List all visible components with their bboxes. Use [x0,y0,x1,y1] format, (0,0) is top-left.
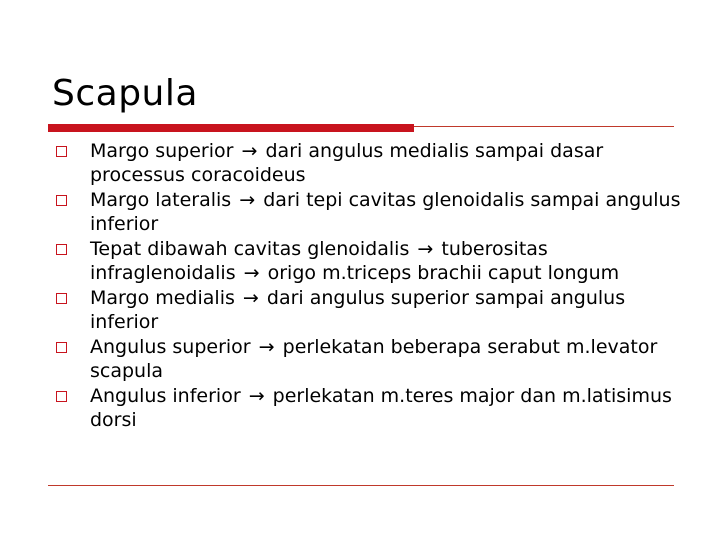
bullet-text-rest: origo m.triceps brachii caput longum [267,261,620,284]
bullet-text-lead: Tepat dibawah cavitas glenoidalis [90,238,410,260]
bullet-item [56,140,696,187]
right-arrow-icon: → [248,385,265,407]
bullet-text-rest: dari angulus medialis sampai dasar processus coracoideus [90,140,604,186]
bullet-text-rest: dari angulus superior sampai angulus inferior [90,287,626,333]
right-arrow-icon: → [243,261,260,284]
bullet-text-lead: Angulus inferior [90,385,241,407]
bullet-list [56,140,696,434]
footer-divider [48,485,674,486]
hollow-square-icon [56,146,67,157]
bullet-text-rest: perlekatan m.teres major dan m.latisimus dorsi [90,385,672,431]
bullet-text-lead: Angulus superior [90,336,251,358]
bullet-text-lead: Margo lateralis [90,189,232,211]
bullet-item [56,287,696,334]
bullet-text-lead: Margo medialis [90,287,235,309]
title-divider-accent [48,124,414,132]
hollow-square-icon [56,244,67,255]
right-arrow-icon: → [417,238,434,260]
bullet-item [56,385,696,432]
slide-title: Scapula [52,73,198,114]
bullet-item [56,189,696,236]
bullet-item [56,336,696,383]
right-arrow-icon: → [258,336,275,358]
hollow-square-icon [56,195,67,206]
bullet-text-mid: tuberositas infraglenoidalis [90,238,548,284]
right-arrow-icon: → [242,287,259,309]
bullet-text-rest: dari tepi cavitas glenoidalis sampai angulus inferior [90,189,681,235]
bullet-text-rest: perlekatan beberapa serabut m.levator scapula [90,336,658,382]
hollow-square-icon [56,342,67,353]
hollow-square-icon [56,391,67,402]
right-arrow-icon: → [239,189,256,211]
hollow-square-icon [56,293,67,304]
bullet-text-lead: Margo superior [90,140,234,162]
right-arrow-icon: → [241,140,258,162]
bullet-item [56,238,696,285]
